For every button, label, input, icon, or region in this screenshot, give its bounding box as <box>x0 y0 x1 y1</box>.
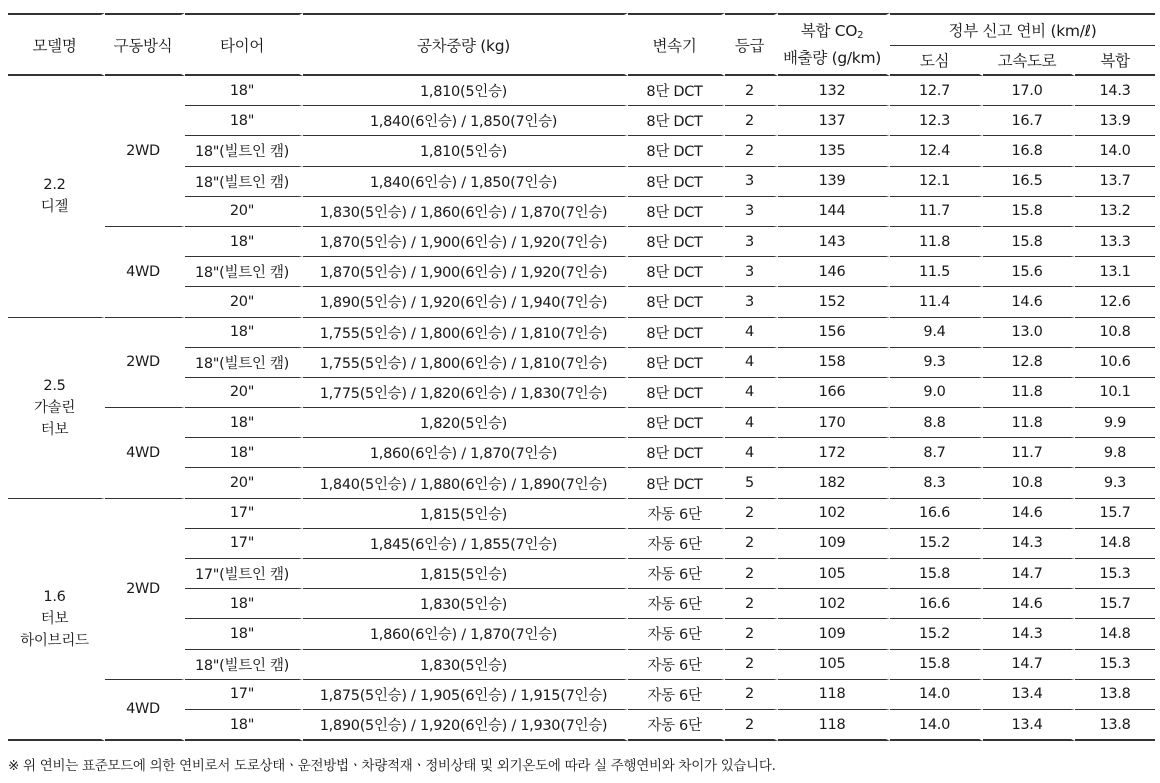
grade-cell: 2 <box>725 589 778 619</box>
model-cell <box>8 499 105 742</box>
header-co2 <box>778 13 890 76</box>
header-combined: 복합 <box>1075 46 1155 76</box>
transmission-cell: 자동 6단 <box>628 589 725 619</box>
transmission-cell: 8단 DCT <box>628 378 725 408</box>
tire-cell: 20" <box>185 468 303 498</box>
table-row <box>8 76 1155 106</box>
combined-mpg-cell: 9.8 <box>1075 438 1155 468</box>
grade-cell: 2 <box>725 619 778 649</box>
city-mpg-cell: 12.1 <box>890 167 983 197</box>
city-mpg-cell: 11.5 <box>890 257 983 287</box>
grade-cell: 3 <box>725 257 778 287</box>
combined-mpg-cell: 14.3 <box>1075 76 1155 106</box>
weight-cell: 1,840(5인승) / 1,880(6인승) / 1,890(7인승) <box>303 468 628 498</box>
model-name-line: 2.2 <box>43 177 66 194</box>
city-mpg-cell: 9.4 <box>890 318 983 348</box>
weight-cell: 1,840(6인승) / 1,850(7인승) <box>303 167 628 197</box>
city-mpg-cell: 8.3 <box>890 468 983 498</box>
weight-cell: 1,875(5인승) / 1,905(6인승) / 1,915(7인승) <box>303 680 628 710</box>
tire-cell: 20" <box>185 287 303 317</box>
header-co2-line2: 배출량 (g/km) <box>782 49 882 67</box>
transmission-cell: 자동 6단 <box>628 499 725 529</box>
transmission-cell: 8단 DCT <box>628 348 725 378</box>
co2-cell: 137 <box>778 106 890 136</box>
co2-cell: 102 <box>778 589 890 619</box>
co2-cell: 139 <box>778 167 890 197</box>
tire-cell: 17" <box>185 499 303 529</box>
header-transmission: 변속기 <box>628 13 725 76</box>
weight-cell: 1,755(5인승) / 1,800(6인승) / 1,810(7인승) <box>303 348 628 378</box>
co2-cell: 146 <box>778 257 890 287</box>
weight-cell: 1,830(5인승) <box>303 650 628 680</box>
grade-cell: 4 <box>725 408 778 438</box>
header-drive: 구동방식 <box>105 13 185 76</box>
city-mpg-cell: 15.2 <box>890 619 983 649</box>
grade-cell: 2 <box>725 529 778 559</box>
tire-cell: 17" <box>185 529 303 559</box>
weight-cell: 1,815(5인승) <box>303 559 628 589</box>
city-mpg-cell: 15.2 <box>890 529 983 559</box>
model-name-line: 2.5 <box>43 377 66 394</box>
transmission-cell: 자동 6단 <box>628 650 725 680</box>
city-mpg-cell: 9.3 <box>890 348 983 378</box>
combined-mpg-cell: 10.6 <box>1075 348 1155 378</box>
grade-cell: 2 <box>725 136 778 166</box>
weight-cell: 1,810(5인승) <box>303 136 628 166</box>
city-mpg-cell: 16.6 <box>890 589 983 619</box>
co2-cell: 135 <box>778 136 890 166</box>
transmission-cell: 8단 DCT <box>628 106 725 136</box>
spec-table <box>8 13 1155 741</box>
combined-mpg-cell: 15.3 <box>1075 650 1155 680</box>
co2-cell: 132 <box>778 76 890 106</box>
table-row <box>8 318 1155 348</box>
table-row <box>8 680 1155 710</box>
table-row <box>8 499 1155 529</box>
grade-cell: 2 <box>725 559 778 589</box>
tire-cell: 18"(빌트인 캠) <box>185 650 303 680</box>
weight-cell: 1,845(6인승) / 1,855(7인승) <box>303 529 628 559</box>
city-mpg-cell: 16.6 <box>890 499 983 529</box>
co2-cell: 118 <box>778 710 890 741</box>
co2-cell: 172 <box>778 438 890 468</box>
combined-mpg-cell: 13.1 <box>1075 257 1155 287</box>
table-header <box>8 13 1155 76</box>
co2-cell: 158 <box>778 348 890 378</box>
combined-mpg-cell: 9.3 <box>1075 468 1155 498</box>
highway-mpg-cell: 14.7 <box>983 650 1075 680</box>
highway-mpg-cell: 11.8 <box>983 408 1075 438</box>
transmission-cell: 8단 DCT <box>628 287 725 317</box>
co2-cell: 144 <box>778 197 890 227</box>
weight-cell: 1,840(6인승) / 1,850(7인승) <box>303 106 628 136</box>
highway-mpg-cell: 11.8 <box>983 378 1075 408</box>
tire-cell: 17"(빌트인 캠) <box>185 559 303 589</box>
header-co2-line1: 복합 $CO_2$ <box>800 22 864 41</box>
tire-cell: 18" <box>185 408 303 438</box>
city-mpg-cell: 11.7 <box>890 197 983 227</box>
tire-cell: 18" <box>185 76 303 106</box>
drive-cell: 4WD <box>105 227 185 318</box>
header-fuel-group: 정부 신고 연비 (km/ℓ) <box>890 13 1155 46</box>
city-mpg-cell: 14.0 <box>890 680 983 710</box>
transmission-cell: 8단 DCT <box>628 257 725 287</box>
grade-cell: 3 <box>725 227 778 257</box>
co2-cell: 109 <box>778 529 890 559</box>
header-weight: 공차중량 (kg) <box>303 13 628 76</box>
combined-mpg-cell: 15.3 <box>1075 559 1155 589</box>
grade-cell: 3 <box>725 167 778 197</box>
grade-cell: 5 <box>725 468 778 498</box>
highway-mpg-cell: 16.7 <box>983 106 1075 136</box>
combined-mpg-cell: 9.9 <box>1075 408 1155 438</box>
tire-cell: 18"(빌트인 캠) <box>185 136 303 166</box>
highway-mpg-cell: 17.0 <box>983 76 1075 106</box>
highway-mpg-cell: 12.8 <box>983 348 1075 378</box>
weight-cell: 1,755(5인승) / 1,800(6인승) / 1,810(7인승) <box>303 318 628 348</box>
weight-cell: 1,890(5인승) / 1,920(6인승) / 1,930(7인승) <box>303 710 628 741</box>
city-mpg-cell: 15.8 <box>890 650 983 680</box>
header-highway: 고속도로 <box>983 46 1075 76</box>
weight-cell: 1,870(5인승) / 1,900(6인승) / 1,920(7인승) <box>303 257 628 287</box>
tire-cell: 18"(빌트인 캠) <box>185 167 303 197</box>
highway-mpg-cell: 14.6 <box>983 589 1075 619</box>
combined-mpg-cell: 13.7 <box>1075 167 1155 197</box>
model-name-line: 디젤 <box>40 199 69 216</box>
tire-cell: 18" <box>185 619 303 649</box>
city-mpg-cell: 12.4 <box>890 136 983 166</box>
model-cell <box>8 76 105 318</box>
highway-mpg-cell: 10.8 <box>983 468 1075 498</box>
weight-cell: 1,830(5인승) <box>303 589 628 619</box>
drive-cell: 2WD <box>105 318 185 409</box>
co2-cell: 166 <box>778 378 890 408</box>
highway-mpg-cell: 16.5 <box>983 167 1075 197</box>
combined-mpg-cell: 13.8 <box>1075 680 1155 710</box>
highway-mpg-cell: 14.3 <box>983 619 1075 649</box>
combined-mpg-cell: 15.7 <box>1075 499 1155 529</box>
co2-cell: 156 <box>778 318 890 348</box>
city-mpg-cell: 12.3 <box>890 106 983 136</box>
transmission-cell: 8단 DCT <box>628 167 725 197</box>
drive-cell: 4WD <box>105 408 185 499</box>
transmission-cell: 8단 DCT <box>628 227 725 257</box>
highway-mpg-cell: 14.3 <box>983 529 1075 559</box>
combined-mpg-cell: 13.8 <box>1075 710 1155 741</box>
weight-cell: 1,815(5인승) <box>303 499 628 529</box>
weight-cell: 1,860(6인승) / 1,870(7인승) <box>303 619 628 649</box>
combined-mpg-cell: 14.0 <box>1075 136 1155 166</box>
drive-cell: 2WD <box>105 499 185 680</box>
highway-mpg-cell: 16.8 <box>983 136 1075 166</box>
grade-cell: 2 <box>725 650 778 680</box>
transmission-cell: 자동 6단 <box>628 710 725 741</box>
grade-cell: 2 <box>725 710 778 741</box>
grade-cell: 4 <box>725 378 778 408</box>
tire-cell: 17" <box>185 680 303 710</box>
model-name-line: 터보 <box>40 421 69 438</box>
tire-cell: 18" <box>185 589 303 619</box>
highway-mpg-cell: 13.4 <box>983 710 1075 741</box>
header-tire: 타이어 <box>185 13 303 76</box>
combined-mpg-cell: 14.8 <box>1075 619 1155 649</box>
co2-cell: 102 <box>778 499 890 529</box>
table-row <box>8 227 1155 257</box>
city-mpg-cell: 8.7 <box>890 438 983 468</box>
transmission-cell: 8단 DCT <box>628 318 725 348</box>
footnote: ※ 위 연비는 표준모드에 의한 연비로서 도로상태ㆍ운전방법ㆍ차량적재ㆍ정비상태 및 외기온도에 따라 실 주행연비와 차이가 있습니다. <box>8 758 776 774</box>
model-name-line: 1.6 <box>43 588 66 605</box>
grade-cell: 2 <box>725 680 778 710</box>
drive-cell: 4WD <box>105 680 185 741</box>
combined-mpg-cell: 10.8 <box>1075 318 1155 348</box>
highway-mpg-cell: 14.6 <box>983 287 1075 317</box>
combined-mpg-cell: 15.7 <box>1075 589 1155 619</box>
city-mpg-cell: 15.8 <box>890 559 983 589</box>
table-body <box>8 76 1155 741</box>
transmission-cell: 자동 6단 <box>628 529 725 559</box>
tire-cell: 20" <box>185 378 303 408</box>
grade-cell: 2 <box>725 499 778 529</box>
transmission-cell: 8단 DCT <box>628 438 725 468</box>
transmission-cell: 8단 DCT <box>628 197 725 227</box>
combined-mpg-cell: 14.8 <box>1075 529 1155 559</box>
weight-cell: 1,890(5인승) / 1,920(6인승) / 1,940(7인승) <box>303 287 628 317</box>
header-co2-subscript: 2 <box>857 30 864 41</box>
highway-mpg-cell: 15.6 <box>983 257 1075 287</box>
model-name-line: 하이브리드 <box>20 632 89 649</box>
grade-cell: 2 <box>725 76 778 106</box>
tire-cell: 18" <box>185 318 303 348</box>
model-name-line: 가솔린 <box>33 399 76 416</box>
tire-cell: 18" <box>185 227 303 257</box>
city-mpg-cell: 14.0 <box>890 710 983 741</box>
city-mpg-cell: 9.0 <box>890 378 983 408</box>
highway-mpg-cell: 13.4 <box>983 680 1075 710</box>
table-row <box>8 408 1155 438</box>
grade-cell: 4 <box>725 318 778 348</box>
tire-cell: 18"(빌트인 캠) <box>185 257 303 287</box>
tire-cell: 18" <box>185 438 303 468</box>
transmission-cell: 8단 DCT <box>628 76 725 106</box>
weight-cell: 1,870(5인승) / 1,900(6인승) / 1,920(7인승) <box>303 227 628 257</box>
highway-mpg-cell: 13.0 <box>983 318 1075 348</box>
transmission-cell: 자동 6단 <box>628 619 725 649</box>
combined-mpg-cell: 13.3 <box>1075 227 1155 257</box>
city-mpg-cell: 12.7 <box>890 76 983 106</box>
weight-cell: 1,820(5인승) <box>303 408 628 438</box>
transmission-cell: 8단 DCT <box>628 408 725 438</box>
transmission-cell: 자동 6단 <box>628 559 725 589</box>
weight-cell: 1,775(5인승) / 1,820(6인승) / 1,830(7인승) <box>303 378 628 408</box>
tire-cell: 18"(빌트인 캠) <box>185 348 303 378</box>
header-grade: 등급 <box>725 13 778 76</box>
transmission-cell: 8단 DCT <box>628 468 725 498</box>
grade-cell: 4 <box>725 438 778 468</box>
weight-cell: 1,860(6인승) / 1,870(7인승) <box>303 438 628 468</box>
combined-mpg-cell: 10.1 <box>1075 378 1155 408</box>
city-mpg-cell: 11.8 <box>890 227 983 257</box>
model-cell <box>8 318 105 499</box>
model-name-line: 터보 <box>40 610 69 627</box>
tire-cell: 18" <box>185 106 303 136</box>
header-city: 도심 <box>890 46 983 76</box>
co2-cell: 182 <box>778 468 890 498</box>
co2-cell: 170 <box>778 408 890 438</box>
drive-cell: 2WD <box>105 76 185 227</box>
combined-mpg-cell: 13.9 <box>1075 106 1155 136</box>
co2-cell: 118 <box>778 680 890 710</box>
highway-mpg-cell: 15.8 <box>983 197 1075 227</box>
header-model: 모델명 <box>8 13 105 76</box>
highway-mpg-cell: 14.7 <box>983 559 1075 589</box>
co2-cell: 109 <box>778 619 890 649</box>
co2-cell: 105 <box>778 559 890 589</box>
transmission-cell: 자동 6단 <box>628 680 725 710</box>
highway-mpg-cell: 11.7 <box>983 438 1075 468</box>
highway-mpg-cell: 15.8 <box>983 227 1075 257</box>
co2-cell: 152 <box>778 287 890 317</box>
grade-cell: 3 <box>725 287 778 317</box>
grade-cell: 3 <box>725 197 778 227</box>
combined-mpg-cell: 13.2 <box>1075 197 1155 227</box>
weight-cell: 1,810(5인승) <box>303 76 628 106</box>
co2-cell: 143 <box>778 227 890 257</box>
grade-cell: 2 <box>725 106 778 136</box>
co2-cell: 105 <box>778 650 890 680</box>
combined-mpg-cell: 12.6 <box>1075 287 1155 317</box>
weight-cell: 1,830(5인승) / 1,860(6인승) / 1,870(7인승) <box>303 197 628 227</box>
city-mpg-cell: 11.4 <box>890 287 983 317</box>
city-mpg-cell: 8.8 <box>890 408 983 438</box>
highway-mpg-cell: 14.6 <box>983 499 1075 529</box>
tire-cell: 18" <box>185 710 303 741</box>
transmission-cell: 8단 DCT <box>628 136 725 166</box>
grade-cell: 4 <box>725 348 778 378</box>
tire-cell: 20" <box>185 197 303 227</box>
